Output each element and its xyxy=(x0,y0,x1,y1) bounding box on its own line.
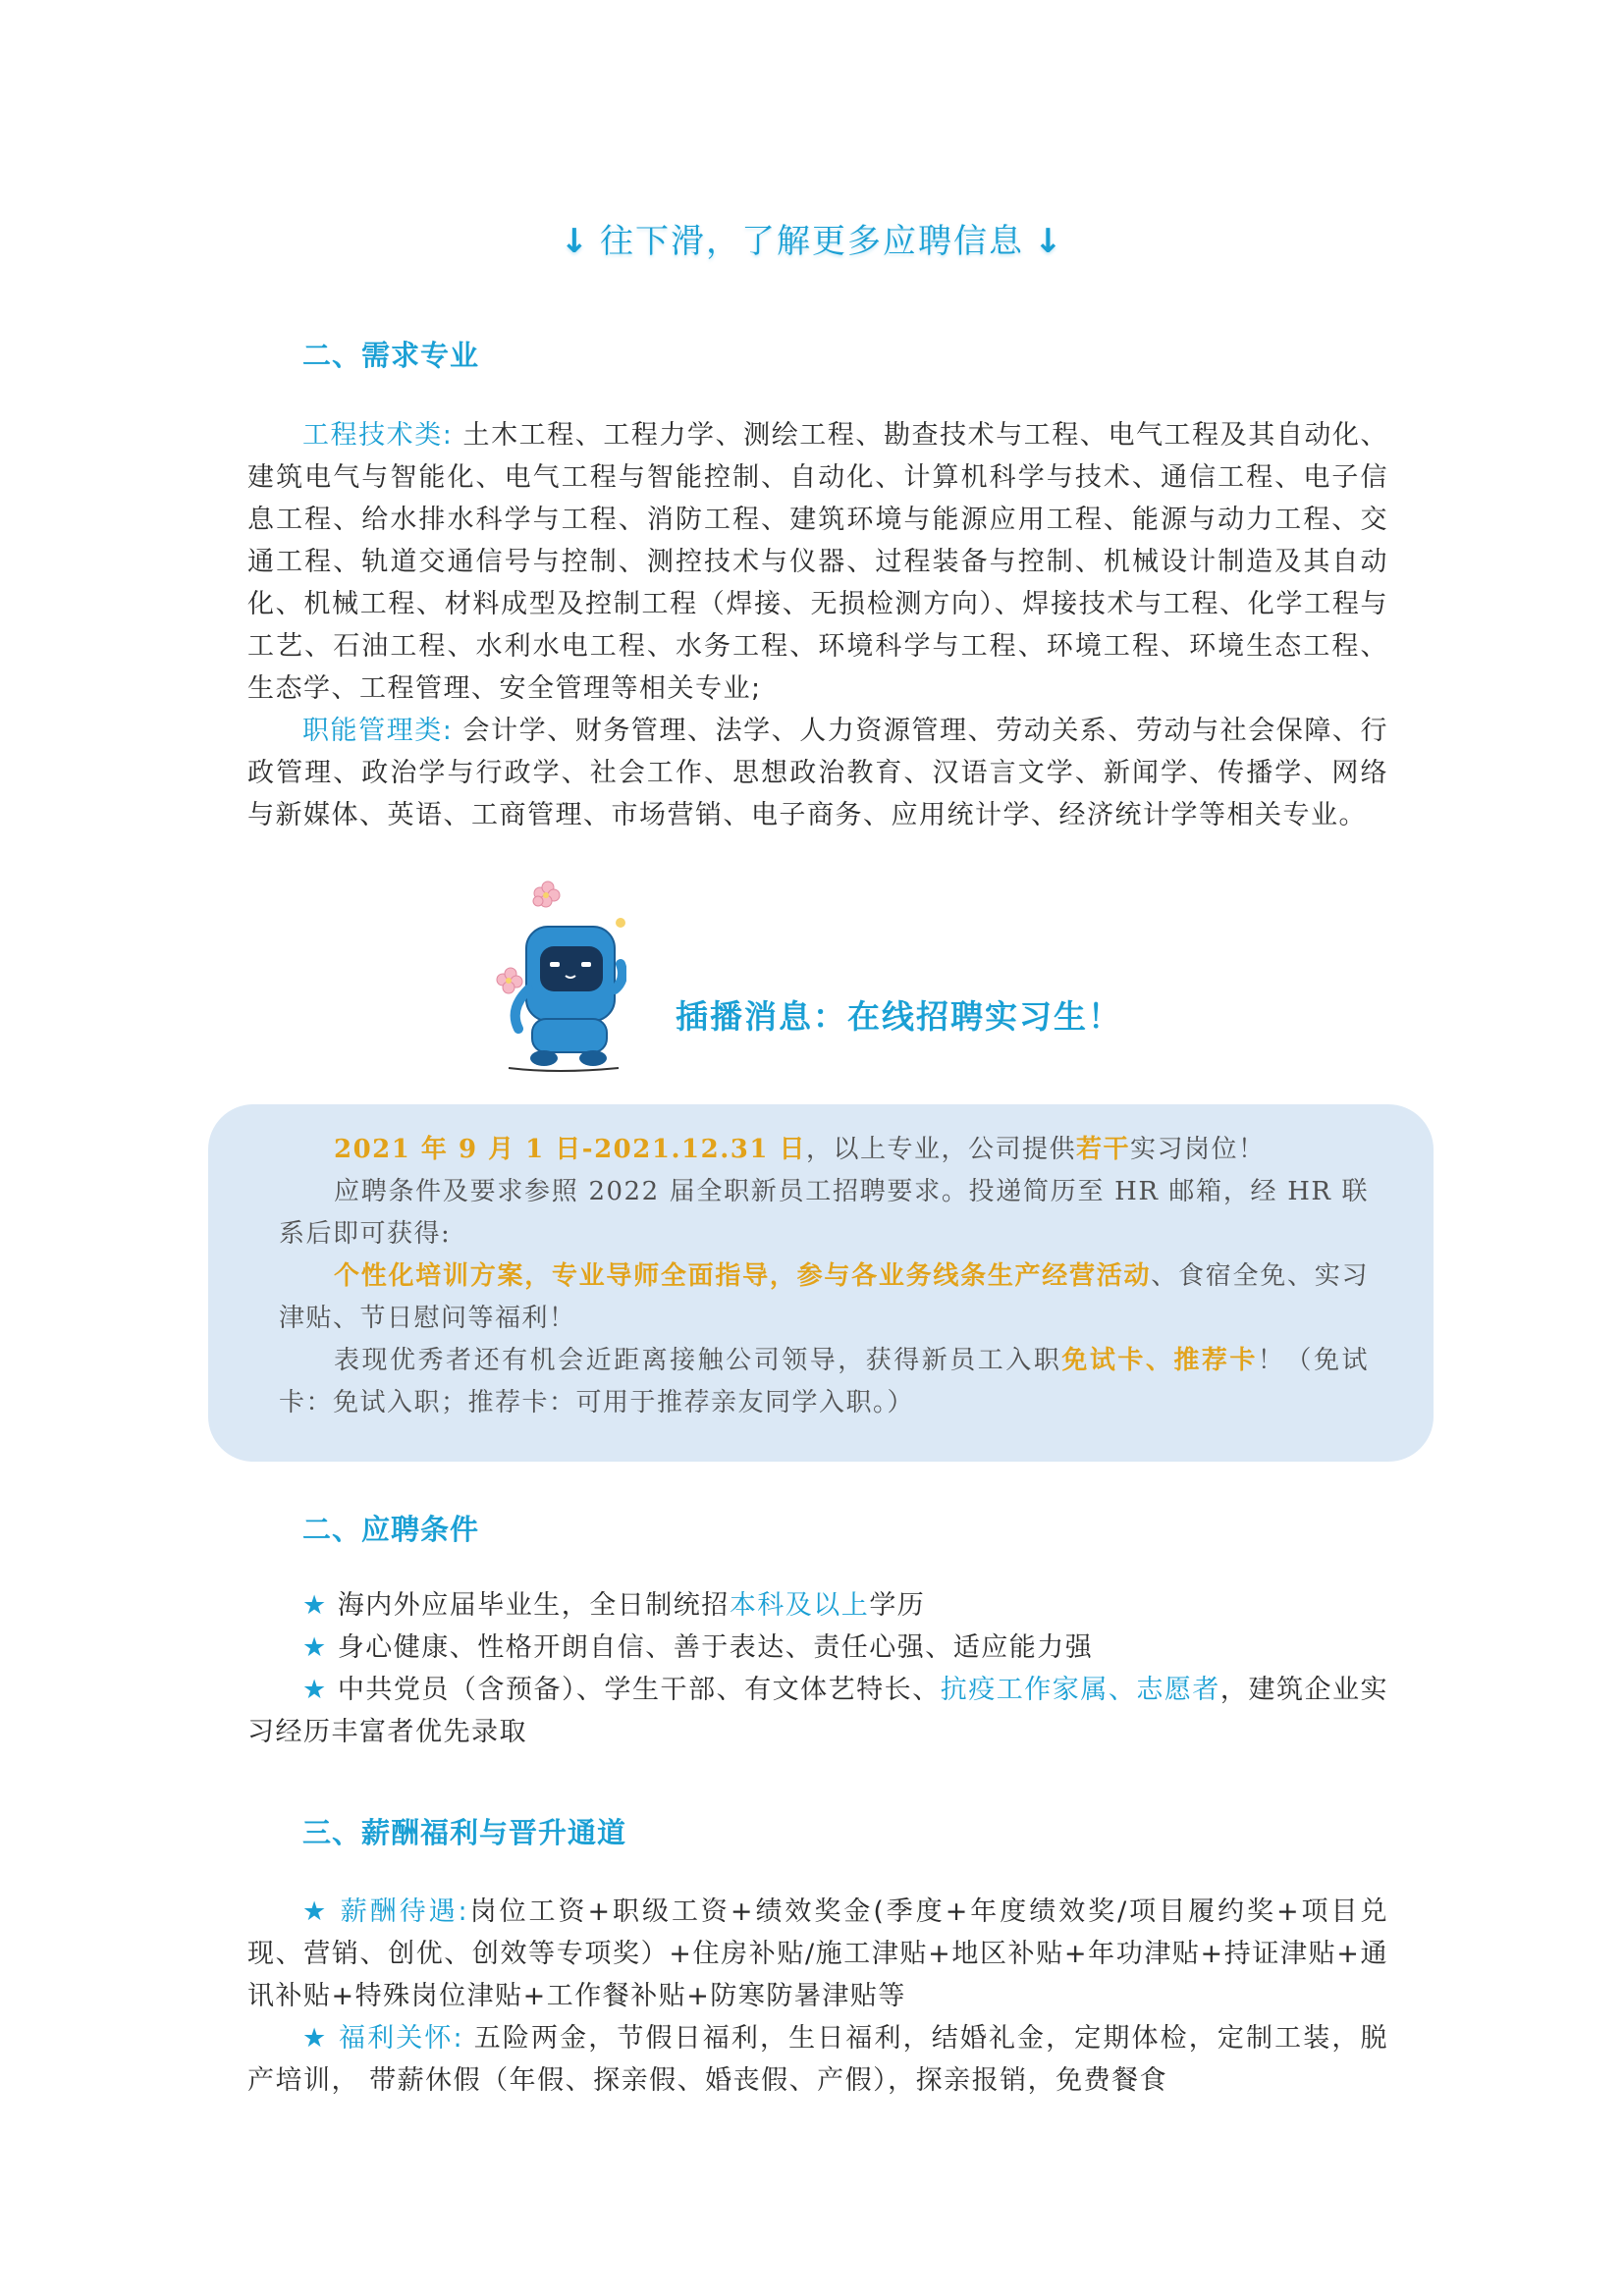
condition-text: 中共党员（含预备）、学生干部、有文体艺特长、 xyxy=(327,1675,941,1705)
internship-card-text xyxy=(279,1129,1369,1424)
star-icon: ★ xyxy=(302,1675,328,1705)
list-item xyxy=(247,1669,1388,1753)
condition-text-end: 学历 xyxy=(869,1590,926,1621)
internship-line-1-end: 实习岗位！ xyxy=(1130,1135,1266,1164)
promo-title: 插播消息：在线招聘实习生！ xyxy=(676,997,1122,1036)
list-item xyxy=(247,1891,1388,2017)
internship-period: 2021 年 9 月 1 日-2021.12.31 日 xyxy=(334,1135,806,1164)
majors-body xyxy=(247,414,1388,836)
benefits-list xyxy=(247,1891,1388,2102)
internship-benefits-highlight: 个性化培训方案，专业导师全面指导，参与各业务线条生产经营活动 xyxy=(334,1261,1152,1291)
list-item xyxy=(247,2017,1388,2102)
internship-line-3 xyxy=(279,1255,1369,1340)
condition-text: 海内外应届毕业生，全日制统招 xyxy=(327,1590,730,1621)
welfare-label: 福利关怀: xyxy=(328,2023,464,2054)
engineering-paragraph xyxy=(247,414,1388,710)
internship-benefits-text: 、食宿全免、实习津贴、节日慰问等福利！ xyxy=(279,1261,1369,1333)
arrow-down-icon: ↓ xyxy=(1034,222,1064,261)
section-heading-conditions: 二、应聘条件 xyxy=(302,1513,480,1546)
star-icon: ★ xyxy=(302,1632,328,1663)
internship-line-4-end: ！（免试卡：免试入职；推荐卡：可用于推荐亲友同学入职。） xyxy=(279,1346,1369,1417)
internship-line-1-text: ，以上专业，公司提供 xyxy=(805,1135,1076,1164)
internship-count: 若干 xyxy=(1076,1135,1131,1164)
scroll-hint-text: 往下滑，了解更多应聘信息 xyxy=(600,222,1024,261)
list-item xyxy=(247,1584,1388,1627)
condition-text: 身心健康、性格开朗自信、善于表达、责任心强、适应能力强 xyxy=(327,1632,1094,1663)
condition-text-end: ，建筑企业实习经历丰富者优先录取 xyxy=(247,1675,1389,1747)
internship-line-1 xyxy=(279,1129,1369,1171)
condition-highlight: 抗疫工作家属、志愿者 xyxy=(940,1675,1220,1705)
robot-mascot-icon xyxy=(489,872,626,1080)
internship-line-2: 应聘条件及要求参照 2022 届全职新员工招聘要求。投递简历至 HR 邮箱，经 HR 联系后即可获得: xyxy=(279,1177,1369,1249)
salary-label: 薪酬待遇: xyxy=(329,1896,469,1927)
salary-text: 岗位工资+职级工资+绩效奖金(季度+年度绩效奖/项目履约奖+项目兑现、营销、创优、创效等专项奖）+住房补贴/施工津贴+地区补贴+年功津贴+持证津贴+通讯补贴+特殊岗位津贴+工作餐补贴+防寒防暑津贴等 xyxy=(247,1896,1388,2011)
engineering-text: 土木工程、工程力学、测绘工程、勘查技术与工程、电气工程及其自动化、建筑电气与智能化、电气工程与智能控制、自动化、计算机科学与技术、通信工程、电子信息工程、给水排水科学与工程、消防工程、建筑环境与能源应用工程、能源与动力工程、交通工程、轨道交通信号与控制、测控技术与仪器、过程装备与控制、机械设计制造及其自动化、机械工程、材料成型及控制工程（焊接、无损检测方向）、焊接技术与工程、化学工程与工艺、石油工程、水利水电工程、水务工程、环境科学与工程、环境工程、环境生态工程、生态学、工程管理、安全管理等相关专业; xyxy=(247,420,1388,704)
section-heading-benefits: 三、薪酬福利与晋升通道 xyxy=(302,1816,627,1849)
section-heading-majors: 二、需求专业 xyxy=(302,339,480,372)
internship-cards-highlight: 免试卡、推荐卡 xyxy=(1061,1346,1258,1375)
star-icon: ★ xyxy=(302,1896,330,1927)
scroll-hint-banner xyxy=(0,214,1624,262)
list-item xyxy=(247,1627,1388,1669)
management-label: 职能管理类: xyxy=(302,716,454,746)
conditions-list xyxy=(247,1584,1388,1753)
internship-line-4-text: 表现优秀者还有机会近距离接触公司领导，获得新员工入职 xyxy=(334,1346,1062,1375)
management-paragraph xyxy=(247,710,1388,836)
star-icon: ★ xyxy=(302,1590,328,1621)
internship-line-4 xyxy=(279,1340,1369,1424)
condition-highlight: 本科及以上 xyxy=(729,1590,870,1621)
management-text: 会计学、财务管理、法学、人力资源管理、劳动关系、劳动与社会保障、行政管理、政治学与行政学、社会工作、思想政治教育、汉语言文学、新闻学、传播学、网络与新媒体、英语、工商管理、市场营销、电子商务、应用统计学、经济统计学等相关专业。 xyxy=(247,716,1388,830)
welfare-text: 五险两金，节假日福利，生日福利，结婚礼金，定期体检，定制工装，脱产培训， 带薪休假（年假、探亲假、婚丧假、产假），探亲报销，免费餐食 xyxy=(247,2023,1388,2096)
engineering-label: 工程技术类: xyxy=(302,420,454,451)
arrow-down-icon: ↓ xyxy=(560,222,590,261)
star-icon: ★ xyxy=(302,2023,329,2054)
